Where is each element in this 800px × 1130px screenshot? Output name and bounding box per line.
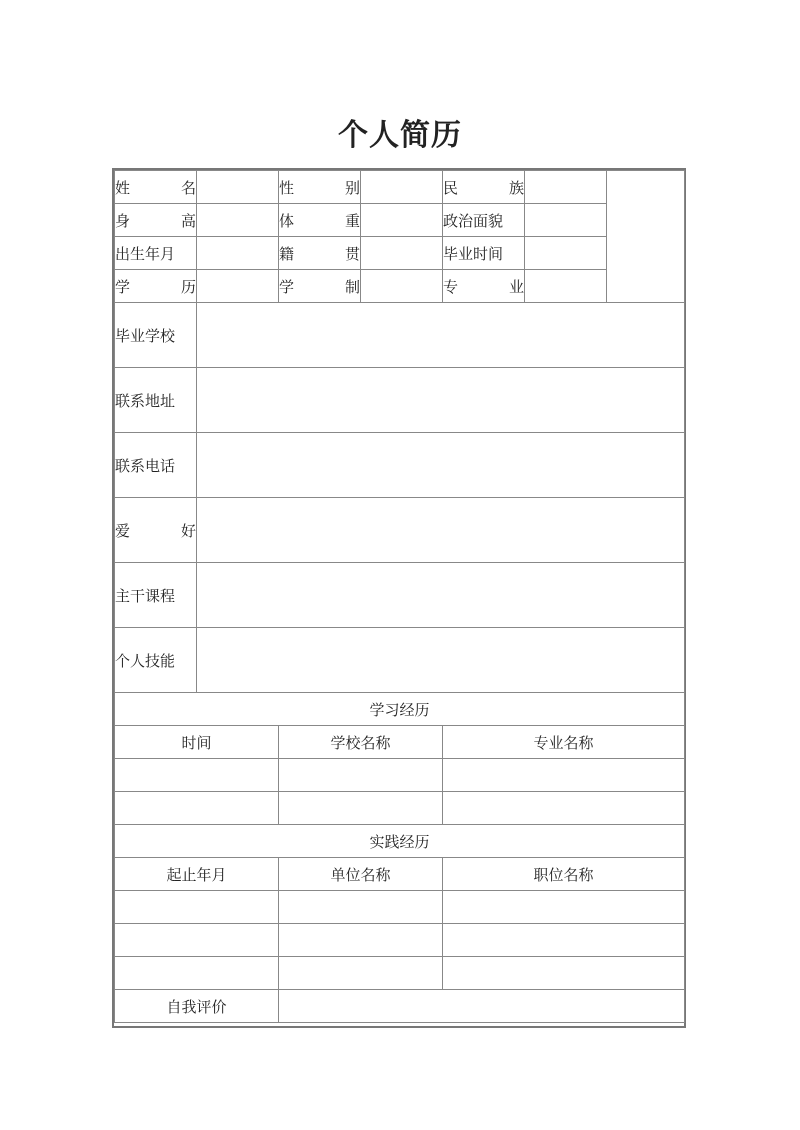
label-political-status: 政治面貌 bbox=[443, 204, 525, 237]
practice-heading: 实践经历 bbox=[115, 825, 685, 858]
practice-cell-period[interactable] bbox=[115, 957, 279, 990]
label-birth-date: 出生年月 bbox=[115, 237, 197, 270]
label-height: 身 高 bbox=[115, 204, 197, 237]
page-title: 个人简历 bbox=[338, 118, 462, 153]
photo-box[interactable] bbox=[607, 171, 685, 303]
row-skills bbox=[115, 628, 685, 693]
value-school[interactable] bbox=[197, 303, 685, 368]
study-cell-school[interactable] bbox=[279, 792, 443, 825]
study-cell-school[interactable] bbox=[279, 759, 443, 792]
practice-cell-organization[interactable] bbox=[279, 957, 443, 990]
practice-cell-position[interactable] bbox=[443, 924, 685, 957]
value-weight[interactable] bbox=[361, 204, 443, 237]
study-col-major: 专业名称 bbox=[443, 726, 685, 759]
label-weight: 体 重 bbox=[279, 204, 361, 237]
value-graduation-time[interactable] bbox=[525, 237, 607, 270]
value-political-status[interactable] bbox=[525, 204, 607, 237]
practice-col-organization: 单位名称 bbox=[279, 858, 443, 891]
label-ethnicity: 民 族 bbox=[443, 171, 525, 204]
resume-table bbox=[114, 170, 685, 1023]
practice-row bbox=[115, 924, 685, 957]
study-col-time: 时间 bbox=[115, 726, 279, 759]
value-hobby[interactable] bbox=[197, 498, 685, 563]
label-name: 姓 名 bbox=[115, 171, 197, 204]
info-row-2 bbox=[115, 204, 685, 237]
value-phone[interactable] bbox=[197, 433, 685, 498]
value-gender[interactable] bbox=[361, 171, 443, 204]
practice-row bbox=[115, 957, 685, 990]
study-heading-row bbox=[115, 693, 685, 726]
label-phone: 联系电话 bbox=[115, 433, 197, 498]
study-cell-time[interactable] bbox=[115, 759, 279, 792]
practice-heading-row bbox=[115, 825, 685, 858]
value-schooling-length[interactable] bbox=[361, 270, 443, 303]
value-courses[interactable] bbox=[197, 563, 685, 628]
value-ethnicity[interactable] bbox=[525, 171, 607, 204]
row-courses bbox=[115, 563, 685, 628]
info-row-1 bbox=[115, 171, 685, 204]
study-cell-major[interactable] bbox=[443, 792, 685, 825]
row-address bbox=[115, 368, 685, 433]
label-major: 专 业 bbox=[443, 270, 525, 303]
row-phone bbox=[115, 433, 685, 498]
self-eval-row bbox=[115, 990, 685, 1023]
practice-header-row bbox=[115, 858, 685, 891]
practice-cell-period[interactable] bbox=[115, 924, 279, 957]
study-header-row bbox=[115, 726, 685, 759]
label-schooling-length: 学 制 bbox=[279, 270, 361, 303]
value-skills[interactable] bbox=[197, 628, 685, 693]
label-skills: 个人技能 bbox=[115, 628, 197, 693]
label-self-eval: 自我评价 bbox=[115, 990, 279, 1023]
practice-cell-organization[interactable] bbox=[279, 924, 443, 957]
practice-cell-position[interactable] bbox=[443, 891, 685, 924]
row-school bbox=[115, 303, 685, 368]
label-courses: 主干课程 bbox=[115, 563, 197, 628]
value-birth-date[interactable] bbox=[197, 237, 279, 270]
study-row bbox=[115, 792, 685, 825]
info-row-3 bbox=[115, 237, 685, 270]
practice-cell-organization[interactable] bbox=[279, 891, 443, 924]
practice-col-position: 职位名称 bbox=[443, 858, 685, 891]
value-native-place[interactable] bbox=[361, 237, 443, 270]
value-self-eval[interactable] bbox=[279, 990, 685, 1023]
label-education: 学 历 bbox=[115, 270, 197, 303]
study-cell-major[interactable] bbox=[443, 759, 685, 792]
label-school: 毕业学校 bbox=[115, 303, 197, 368]
label-hobby: 爱 好 bbox=[115, 498, 197, 563]
value-education[interactable] bbox=[197, 270, 279, 303]
practice-cell-period[interactable] bbox=[115, 891, 279, 924]
practice-col-period: 起止年月 bbox=[115, 858, 279, 891]
label-native-place: 籍 贯 bbox=[279, 237, 361, 270]
value-height[interactable] bbox=[197, 204, 279, 237]
label-graduation-time: 毕业时间 bbox=[443, 237, 525, 270]
study-col-school: 学校名称 bbox=[279, 726, 443, 759]
value-major[interactable] bbox=[525, 270, 607, 303]
study-row bbox=[115, 759, 685, 792]
study-cell-time[interactable] bbox=[115, 792, 279, 825]
info-row-4 bbox=[115, 270, 685, 303]
value-name[interactable] bbox=[197, 171, 279, 204]
value-address[interactable] bbox=[197, 368, 685, 433]
practice-row bbox=[115, 891, 685, 924]
label-address: 联系地址 bbox=[115, 368, 197, 433]
label-gender: 性 别 bbox=[279, 171, 361, 204]
study-heading: 学习经历 bbox=[115, 693, 685, 726]
row-hobby bbox=[115, 498, 685, 563]
practice-cell-position[interactable] bbox=[443, 957, 685, 990]
